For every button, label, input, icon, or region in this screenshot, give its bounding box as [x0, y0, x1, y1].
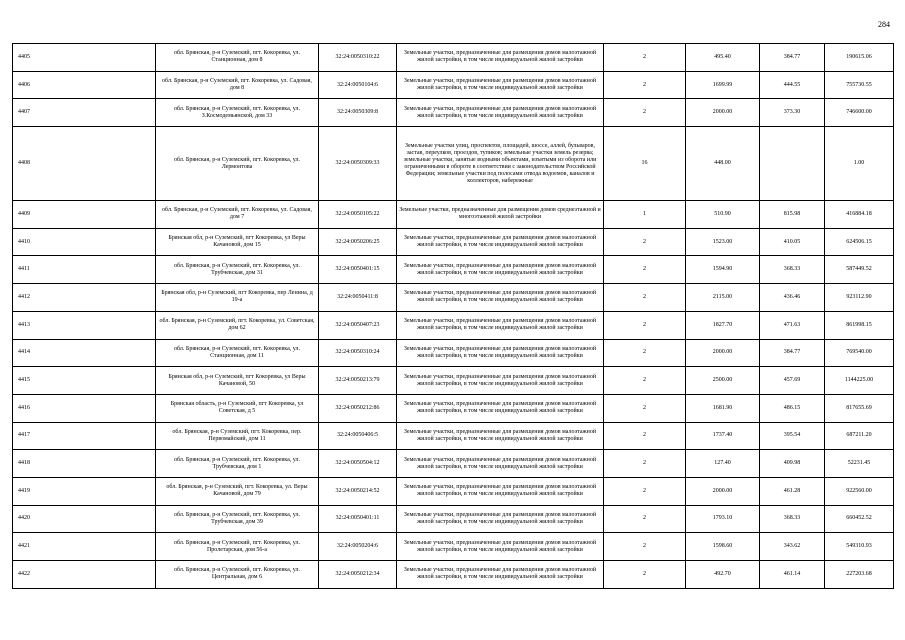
group-cell: 2: [604, 99, 686, 127]
cadastral-value-cell: 227203.68: [825, 561, 894, 589]
cadastral-number-cell: 32:24:0050309:33: [319, 127, 397, 201]
cadastral-number-cell: 32:24:0050206:25: [319, 228, 397, 256]
area-cell: 2000.00: [686, 477, 760, 505]
address-cell: обл. Брянская, р-н Суземский, пгт. Кокоревка, ул. Трубчевская, дом 1: [156, 450, 319, 478]
cadastral-value-cell: 549310.93: [825, 533, 894, 561]
cadastral-number-cell: 32:24:0050411:8: [319, 284, 397, 312]
group-cell: 2: [604, 561, 686, 589]
address-cell: обл. Брянская, р-н Суземский, пгт. Кокоревка, ул. Трубчевская, дом 39: [156, 505, 319, 533]
area-cell: 2115.00: [686, 284, 760, 312]
specific-value-cell: 471.63: [760, 311, 825, 339]
area-cell: 492.70: [686, 561, 760, 589]
address-cell: обл. Брянская, р-н Суземский, пгт. Кокоревка, ул. Садовая, дом 8: [156, 71, 319, 99]
specific-value-cell: 461.28: [760, 477, 825, 505]
table-row: [13, 450, 894, 478]
cadastral-number-cell: 32:24:0050213:79: [319, 367, 397, 395]
record-number: 4410: [13, 228, 156, 256]
table-row: [13, 422, 894, 450]
specific-value-cell: 461.14: [760, 561, 825, 589]
land-use-cell: Земельные участки, предназначенные для размещения домов малоэтажной жилой застройки, в том числе индивидуальной жилой застройки: [397, 477, 604, 505]
cadastral-number-cell: 32:24:0050309:8: [319, 99, 397, 127]
record-number: 4408: [13, 127, 156, 201]
land-use-cell: Земельные участки, предназначенные для размещения домов малоэтажной жилой застройки, в том числе индивидуальной жилой застройки: [397, 367, 604, 395]
land-use-cell: Земельные участки, предназначенные для размещения домов малоэтажной жилой застройки, в том числе индивидуальной жилой застройки: [397, 311, 604, 339]
record-number: 4421: [13, 533, 156, 561]
area-cell: 1827.70: [686, 311, 760, 339]
area-cell: 1793.10: [686, 505, 760, 533]
table-row: [13, 505, 894, 533]
specific-value-cell: 368.33: [760, 256, 825, 284]
cadastral-value-cell: 587449.52: [825, 256, 894, 284]
record-number: 4422: [13, 561, 156, 589]
group-cell: 2: [604, 505, 686, 533]
cadastral-value-table: [12, 43, 894, 589]
area-cell: 2000.00: [686, 339, 760, 367]
group-cell: 2: [604, 71, 686, 99]
record-number: 4412: [13, 284, 156, 312]
record-number: 4409: [13, 201, 156, 229]
land-use-cell: Земельные участки, предназначенные для размещения домов малоэтажной жилой застройки, в том числе индивидуальной жилой застройки: [397, 561, 604, 589]
table-row: [13, 561, 894, 589]
land-use-cell: Земельные участки, предназначенные для размещения домов среднеэтажной и многоэтажной жилой застройки: [397, 201, 604, 229]
table-row: [13, 201, 894, 229]
cadastral-number-cell: 32:24:0050401:11: [319, 505, 397, 533]
address-cell: обл. Брянская, р-н Суземский, пгт. Кокоревка, ул. Пролетарская, дом 56-а: [156, 533, 319, 561]
specific-value-cell: 384.77: [760, 339, 825, 367]
table-row: [13, 477, 894, 505]
cadastral-value-cell: 190615.06: [825, 44, 894, 72]
group-cell: 1: [604, 201, 686, 229]
specific-value-cell: [760, 127, 825, 201]
specific-value-cell: 815.98: [760, 201, 825, 229]
specific-value-cell: 410.05: [760, 228, 825, 256]
group-cell: 2: [604, 311, 686, 339]
cadastral-value-cell: 1.00: [825, 127, 894, 201]
cadastral-number-cell: 32:24:0050204:6: [319, 533, 397, 561]
table-body: [13, 44, 894, 589]
group-cell: 2: [604, 394, 686, 422]
group-cell: 2: [604, 284, 686, 312]
land-use-cell: Земельные участки, предназначенные для размещения домов малоэтажной жилой застройки, в том числе индивидуальной жилой застройки: [397, 505, 604, 533]
area-cell: 127.40: [686, 450, 760, 478]
land-use-cell: Земельные участки, предназначенные для размещения домов малоэтажной жилой застройки, в том числе индивидуальной жилой застройки: [397, 422, 604, 450]
table-row: [13, 256, 894, 284]
specific-value-cell: 368.33: [760, 505, 825, 533]
area-cell: 2500.00: [686, 367, 760, 395]
record-number: 4416: [13, 394, 156, 422]
cadastral-number-cell: 32:24:0050105:22: [319, 201, 397, 229]
table-row: [13, 284, 894, 312]
land-use-cell: Земельные участки, предназначенные для размещения домов малоэтажной жилой застройки, в том числе индивидуальной жилой застройки: [397, 44, 604, 72]
address-cell: обл. Брянская, р-н Суземский, пгт. Кокоревка, пер. Первомайский, дом 11: [156, 422, 319, 450]
group-cell: 2: [604, 256, 686, 284]
specific-value-cell: 395.54: [760, 422, 825, 450]
specific-value-cell: 457.69: [760, 367, 825, 395]
area-cell: 1737.40: [686, 422, 760, 450]
land-use-cell: Земельные участки улиц, проспектов, площадей, шоссе, аллей, бульваров, застав, переулков, проездов, тупиков; земельные участки земель резерва; земельные участки, занятые водными объектами, изъятыми из оборота или ограниченными в обороте в соответствии с законодательством Российской Федерации; земельные участки под полосами отвода водоемов, каналов и коллекторов, набережные: [397, 127, 604, 201]
area-cell: 1681.90: [686, 394, 760, 422]
specific-value-cell: 384.77: [760, 44, 825, 72]
cadastral-number-cell: 32:24:0050401:15: [319, 256, 397, 284]
address-cell: Брянская обл, р-н Суземский, пгт Кокоревка, пер Ленина, д 19-а: [156, 284, 319, 312]
land-use-cell: Земельные участки, предназначенные для размещения домов малоэтажной жилой застройки, в том числе индивидуальной жилой застройки: [397, 256, 604, 284]
table-row: [13, 71, 894, 99]
record-number: 4420: [13, 505, 156, 533]
specific-value-cell: 486.15: [760, 394, 825, 422]
cadastral-number-cell: 32:24:0050212:86: [319, 394, 397, 422]
cadastral-number-cell: 32:24:0050504:12: [319, 450, 397, 478]
specific-value-cell: 436.46: [760, 284, 825, 312]
record-number: 4417: [13, 422, 156, 450]
cadastral-value-cell: 817655.69: [825, 394, 894, 422]
table-row: [13, 99, 894, 127]
page-number: 284: [878, 20, 890, 29]
cadastral-value-cell: 660452.52: [825, 505, 894, 533]
land-use-cell: Земельные участки, предназначенные для размещения домов малоэтажной жилой застройки, в том числе индивидуальной жилой застройки: [397, 533, 604, 561]
address-cell: Брянская обл, р-н Суземский, пгт Кокоревка, ул Веры Качановой, дом 15: [156, 228, 319, 256]
group-cell: 16: [604, 127, 686, 201]
cadastral-value-cell: 687211.20: [825, 422, 894, 450]
group-cell: 2: [604, 339, 686, 367]
cadastral-value-cell: 746600.00: [825, 99, 894, 127]
area-cell: 448.00: [686, 127, 760, 201]
address-cell: обл. Брянская, р-н Суземский, пгт. Кокоревка, ул. Станционная, дом 11: [156, 339, 319, 367]
land-use-cell: Земельные участки, предназначенные для размещения домов малоэтажной жилой застройки, в том числе индивидуальной жилой застройки: [397, 228, 604, 256]
record-number: 4415: [13, 367, 156, 395]
address-cell: обл. Брянская, р-н Суземский, пгт. Кокоревка, ул. Центральная, дом 6: [156, 561, 319, 589]
address-cell: Брянская область, р-н Суземский, пгт Кокоревка, ул Советская, д 5: [156, 394, 319, 422]
cadastral-value-cell: 52231.45: [825, 450, 894, 478]
table-row: [13, 127, 894, 201]
cadastral-value-cell: 1144225.00: [825, 367, 894, 395]
area-cell: 1594.90: [686, 256, 760, 284]
specific-value-cell: 409.98: [760, 450, 825, 478]
area-cell: 510.90: [686, 201, 760, 229]
group-cell: 2: [604, 477, 686, 505]
record-number: 4406: [13, 71, 156, 99]
record-number: 4418: [13, 450, 156, 478]
land-use-cell: Земельные участки, предназначенные для размещения домов малоэтажной жилой застройки, в том числе индивидуальной жилой застройки: [397, 394, 604, 422]
cadastral-number-cell: 32:24:0050310:22: [319, 44, 397, 72]
specific-value-cell: 343.62: [760, 533, 825, 561]
table-row: [13, 367, 894, 395]
group-cell: 2: [604, 367, 686, 395]
table-row: [13, 394, 894, 422]
cadastral-number-cell: 32:24:0050104:6: [319, 71, 397, 99]
area-cell: 1523.00: [686, 228, 760, 256]
address-cell: обл. Брянская, р-н Суземский, пгт. Кокоревка, ул. Веры Качановой, дом 79: [156, 477, 319, 505]
area-cell: 1699.99: [686, 71, 760, 99]
address-cell: обл. Брянская, р-н Суземский, пгт. Кокоревка, ул. З.Космодемьянской, дом 33: [156, 99, 319, 127]
cadastral-value-cell: 624506.15: [825, 228, 894, 256]
address-cell: обл. Брянская, р-н Суземский, пгт. Кокоревка, ул. Станционная, дом 8: [156, 44, 319, 72]
land-use-cell: Земельные участки, предназначенные для размещения домов малоэтажной жилой застройки, в том числе индивидуальной жилой застройки: [397, 71, 604, 99]
area-cell: 1598.60: [686, 533, 760, 561]
specific-value-cell: 373.30: [760, 99, 825, 127]
cadastral-value-cell: 861998.15: [825, 311, 894, 339]
cadastral-value-cell: 923112.90: [825, 284, 894, 312]
land-use-cell: Земельные участки, предназначенные для размещения домов малоэтажной жилой застройки, в том числе индивидуальной жилой застройки: [397, 339, 604, 367]
group-cell: 2: [604, 533, 686, 561]
record-number: 4413: [13, 311, 156, 339]
table-row: [13, 44, 894, 72]
record-number: 4407: [13, 99, 156, 127]
address-cell: обл. Брянская, р-н Суземский, пгт. Кокоревка, ул. Лермонтова: [156, 127, 319, 201]
cadastral-value-cell: 922560.00: [825, 477, 894, 505]
group-cell: 2: [604, 44, 686, 72]
group-cell: 2: [604, 450, 686, 478]
record-number: 4419: [13, 477, 156, 505]
table-row: [13, 339, 894, 367]
address-cell: Брянская обл, р-н Суземский, пгт Кокоревка, ул Веры Качановой, 50: [156, 367, 319, 395]
table-row: [13, 228, 894, 256]
area-cell: 495.40: [686, 44, 760, 72]
cadastral-value-cell: 769540.00: [825, 339, 894, 367]
cadastral-number-cell: 32:24:0050212:34: [319, 561, 397, 589]
address-cell: обл. Брянская, р-н Суземский, пгт. Кокоревка, ул. Трубчевская, дом 31: [156, 256, 319, 284]
table-row: [13, 533, 894, 561]
cadastral-number-cell: 32:24:0050214:52: [319, 477, 397, 505]
specific-value-cell: 444.55: [760, 71, 825, 99]
group-cell: 2: [604, 422, 686, 450]
land-use-cell: Земельные участки, предназначенные для размещения домов малоэтажной жилой застройки, в том числе индивидуальной жилой застройки: [397, 450, 604, 478]
table-row: [13, 311, 894, 339]
address-cell: обл. Брянская, р-н Суземский, пгт. Кокоревка, ул. Садовая, дом 7: [156, 201, 319, 229]
area-cell: 2000.00: [686, 99, 760, 127]
cadastral-number-cell: 32:24:0050407:23: [319, 311, 397, 339]
land-use-cell: Земельные участки, предназначенные для размещения домов малоэтажной жилой застройки, в том числе индивидуальной жилой застройки: [397, 284, 604, 312]
cadastral-value-cell: 755730.55: [825, 71, 894, 99]
group-cell: 2: [604, 228, 686, 256]
land-use-cell: Земельные участки, предназначенные для размещения домов малоэтажной жилой застройки, в том числе индивидуальной жилой застройки: [397, 99, 604, 127]
cadastral-number-cell: 32:24:0050406:5: [319, 422, 397, 450]
cadastral-value-cell: 416884.18: [825, 201, 894, 229]
record-number: 4405: [13, 44, 156, 72]
record-number: 4414: [13, 339, 156, 367]
record-number: 4411: [13, 256, 156, 284]
address-cell: обл. Брянская, р-н Суземский, пгт. Кокоревка, ул. Советская, дом 62: [156, 311, 319, 339]
cadastral-number-cell: 32:24:0050310:24: [319, 339, 397, 367]
